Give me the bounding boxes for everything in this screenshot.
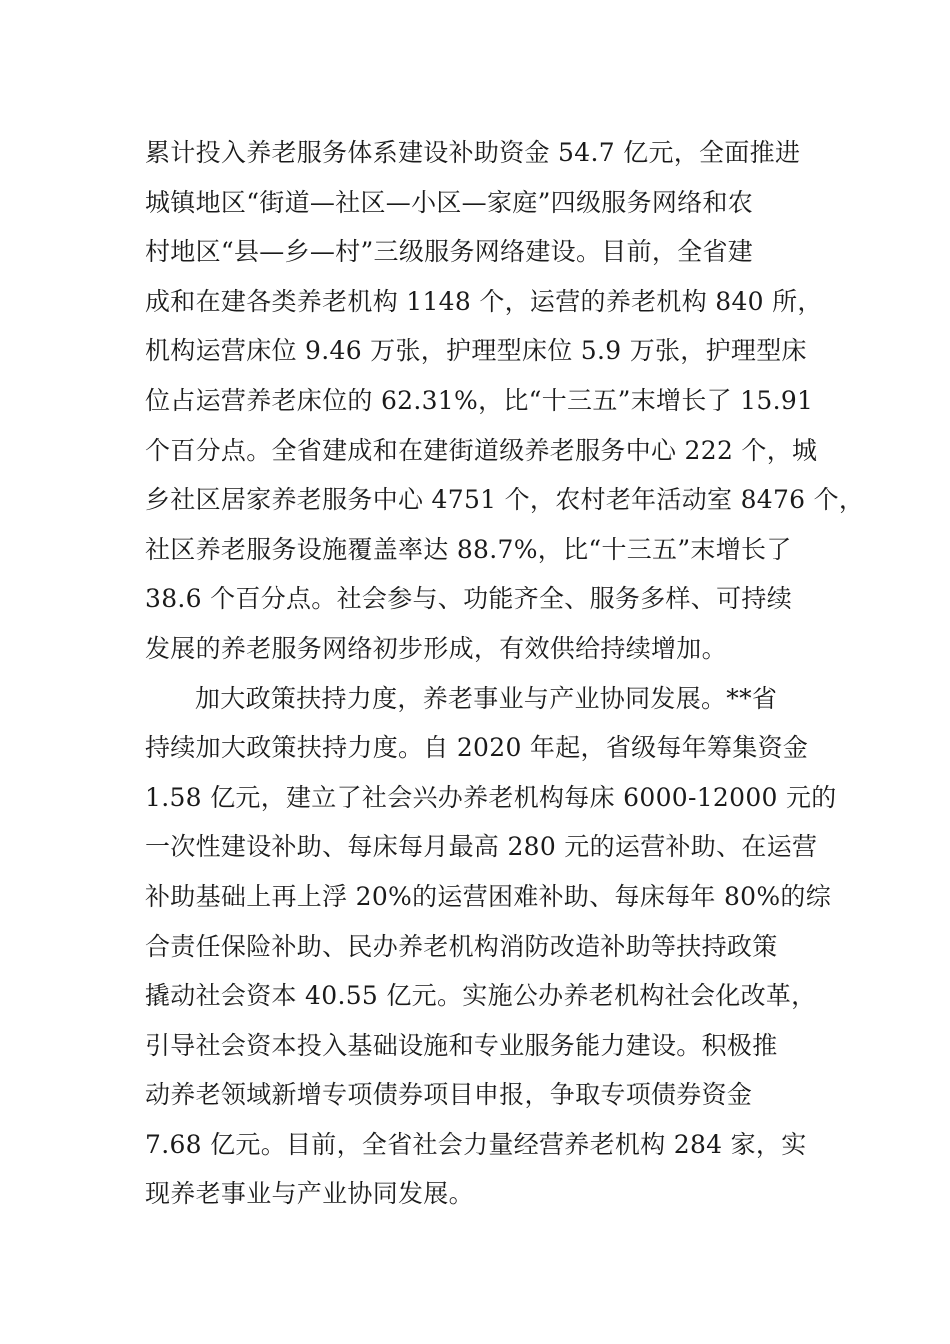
text-line: 补助基础上再上浮 20%的运营困难补助、每床每年 80%的综 xyxy=(145,881,832,911)
text-line: 社区养老服务设施覆盖率达 88.7%，比“十三五”末增长了 xyxy=(145,534,792,564)
text-line: 位占运营养老床位的 62.31%，比“十三五”末增长了 15.91 xyxy=(145,385,814,415)
text-line: 乡社区居家养老服务中心 4751 个，农村老年活动室 8476 个， xyxy=(145,485,865,515)
text-line: 1.58 亿元，建立了社会兴办养老机构每床 6000-12000 元的 xyxy=(145,782,837,812)
text-line: 现养老事业与产业协同发展。 xyxy=(145,1179,474,1209)
text-line: 合责任保险补助、民办养老机构消防改造补助等扶持政策 xyxy=(145,931,778,961)
text-line: 机构运营床位 9.46 万张，护理型床位 5.9 万张，护理型床 xyxy=(145,336,807,366)
text-line-first: 加大政策扶持力度，养老事业与产业协同发展。**省 xyxy=(195,683,778,713)
paragraph-elderly-service-network xyxy=(145,128,865,674)
text-line: 村地区“县—乡—村”三级服务网络建设。目前，全省建 xyxy=(145,237,754,267)
paragraph-policy-support xyxy=(145,674,835,1220)
text-line: 一次性建设补助、每床每月最高 280 元的运营补助、在运营 xyxy=(145,832,818,862)
text-line: 城镇地区“街道—社区—小区—家庭”四级服务网络和农 xyxy=(145,187,754,217)
text-line: 累计投入养老服务体系建设补助资金 54.7 亿元，全面推进 xyxy=(145,138,801,167)
text-line: 引导社会资本投入基础设施和专业服务能力建设。积极推 xyxy=(145,1030,778,1060)
text-line: 撬动社会资本 40.55 亿元。实施公办养老机构社会化改革， xyxy=(145,981,817,1011)
text-line: 发展的养老服务网络初步形成，有效供给持续增加。 xyxy=(145,633,727,663)
document-body xyxy=(145,128,865,1219)
text-line: 38.6 个百分点。社会参与、功能齐全、服务多样、可持续 xyxy=(145,584,793,614)
text-line: 动养老领域新增专项债券项目申报，争取专项债券资金 xyxy=(145,1080,753,1110)
text-line: 个百分点。全省建成和在建街道级养老服务中心 222 个，城 xyxy=(145,435,818,465)
text-line: 7.68 亿元。目前，全省社会力量经营养老机构 284 家，实 xyxy=(145,1129,807,1159)
text-line: 持续加大政策扶持力度。自 2020 年起，省级每年筹集资金 xyxy=(145,733,809,763)
text-line: 成和在建各类养老机构 1148 个，运营的养老机构 840 所， xyxy=(145,286,823,316)
